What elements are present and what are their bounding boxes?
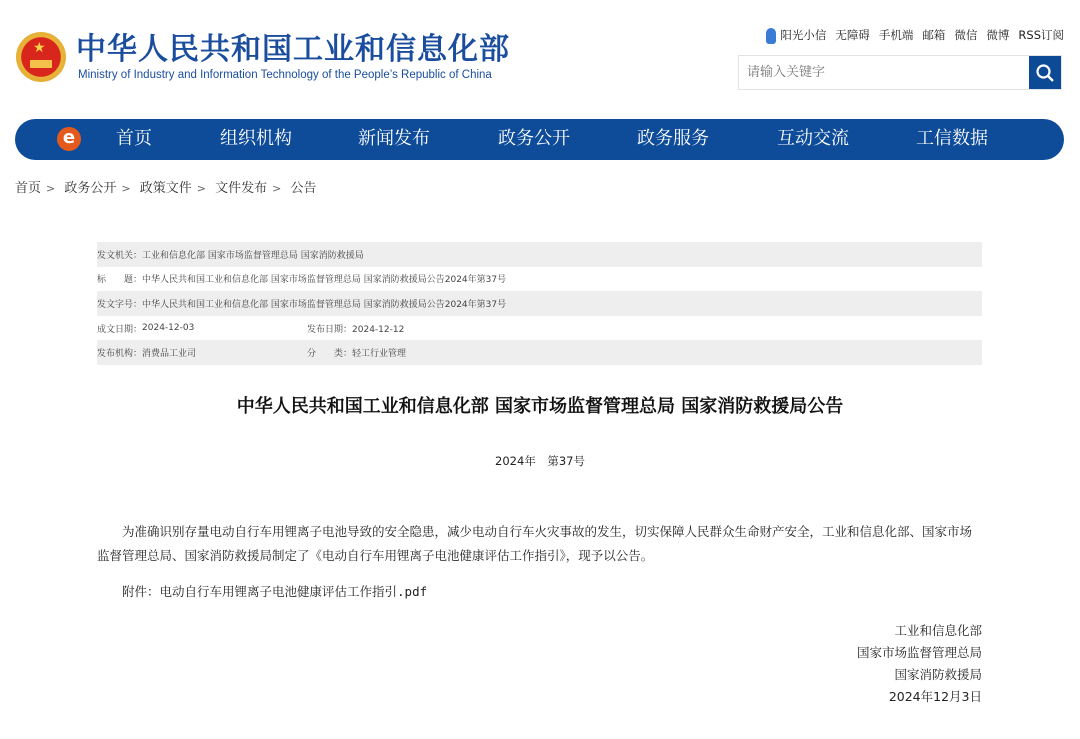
nav-interaction[interactable]: 互动交流 [777,128,849,149]
search-icon [1035,63,1055,83]
top-link-mobile[interactable]: 手机端 [878,28,914,43]
nav-services[interactable]: 政务服务 [637,128,709,149]
nav-logo-icon[interactable]: e [57,127,81,151]
signatures: 工业和信息化部 国家市场监督管理总局 国家消防救援局 2024年12月3日 [856,623,982,704]
document-content [97,520,982,708]
attachment-link[interactable]: 电动自行车用锂离子电池健康评估工作指引.pdf [159,584,428,599]
meta-title: 标 题： 中华人民共和国工业和信息化部 国家市场监督管理总局 国家消防救援局公告2024年第37号 [97,275,507,286]
meta-issuer: 发文机关： 工业和信息化部 国家市场监督管理总局 国家消防救援局 [97,242,982,267]
document-metadata [97,242,982,365]
nav-home[interactable]: 首页 [116,128,152,149]
document-title: 中华人民共和国工业和信息化部 国家市场监督管理总局 国家消防救援局公告 [236,396,844,417]
breadcrumb-releases[interactable]: 文件发布 [215,181,268,196]
top-link-email[interactable]: 邮箱 [922,28,946,43]
breadcrumb-home[interactable]: 首页 [15,181,42,196]
document-number: 2024年 第37号 [495,454,585,468]
nav-news[interactable]: 新闻发布 [358,128,430,149]
top-link-weibo[interactable]: 微博 [986,28,1010,43]
meta-docno: 发文字号： 中华人民共和国工业和信息化部 国家市场监督管理总局 国家消防救援局公告2024年第37号 [97,291,982,316]
national-emblem-logo[interactable]: ★ [16,32,66,82]
nav-organization[interactable]: 组织机构 [220,128,292,149]
nav-government-affairs[interactable]: 政务公开 [498,128,570,149]
meta-dates: 成文日期： 2024-12-03 发布日期：2024-12-12 [97,323,405,335]
search-input[interactable] [739,56,1029,89]
breadcrumb-gov-affairs[interactable]: 政务公开 [64,181,117,196]
search-bar [738,55,1062,90]
nav-data[interactable]: 工信数据 [916,128,988,149]
top-link-sunshine[interactable]: 阳光小信 [766,27,826,44]
main-nav [15,119,1064,160]
breadcrumb-policy[interactable]: 政策文件 [139,181,192,196]
site-title-en[interactable]: Ministry of Industry and Information Technology of the People’s Republic of China [78,69,492,81]
breadcrumb-notice[interactable]: 公告 [290,181,317,196]
attachment: 附件：电动自行车用锂离子电池健康评估工作指引.pdf [122,584,428,599]
breadcrumb: 首页 > 政务公开 > 政策文件 > 文件发布 > 公告 [15,181,317,196]
top-link-wechat[interactable]: 微信 [954,28,978,43]
top-link-rss[interactable]: RSS订阅 [1018,28,1064,43]
top-link-accessibility[interactable]: 无障碍 [835,28,870,43]
meta-org: 发布机构： 消费品工业司 分 类：轻工行业管理 [97,340,982,365]
site-title[interactable]: 中华人民共和国工业和信息化部 [76,32,510,67]
document-body: 为准确识别存量电动自行车用锂离子电池导致的安全隐患，减少电动自行车火灾事故的发生，切实保障人民群众生命财产安全，工业和信息化部、国家市场监督管理总局、国家消防救援局制定了《电动自行车用锂离子电池健康评估工作指引》，现予以公告。 [97,524,973,563]
robot-icon [766,28,776,44]
search-button[interactable] [1029,56,1061,89]
top-links [766,27,1064,44]
